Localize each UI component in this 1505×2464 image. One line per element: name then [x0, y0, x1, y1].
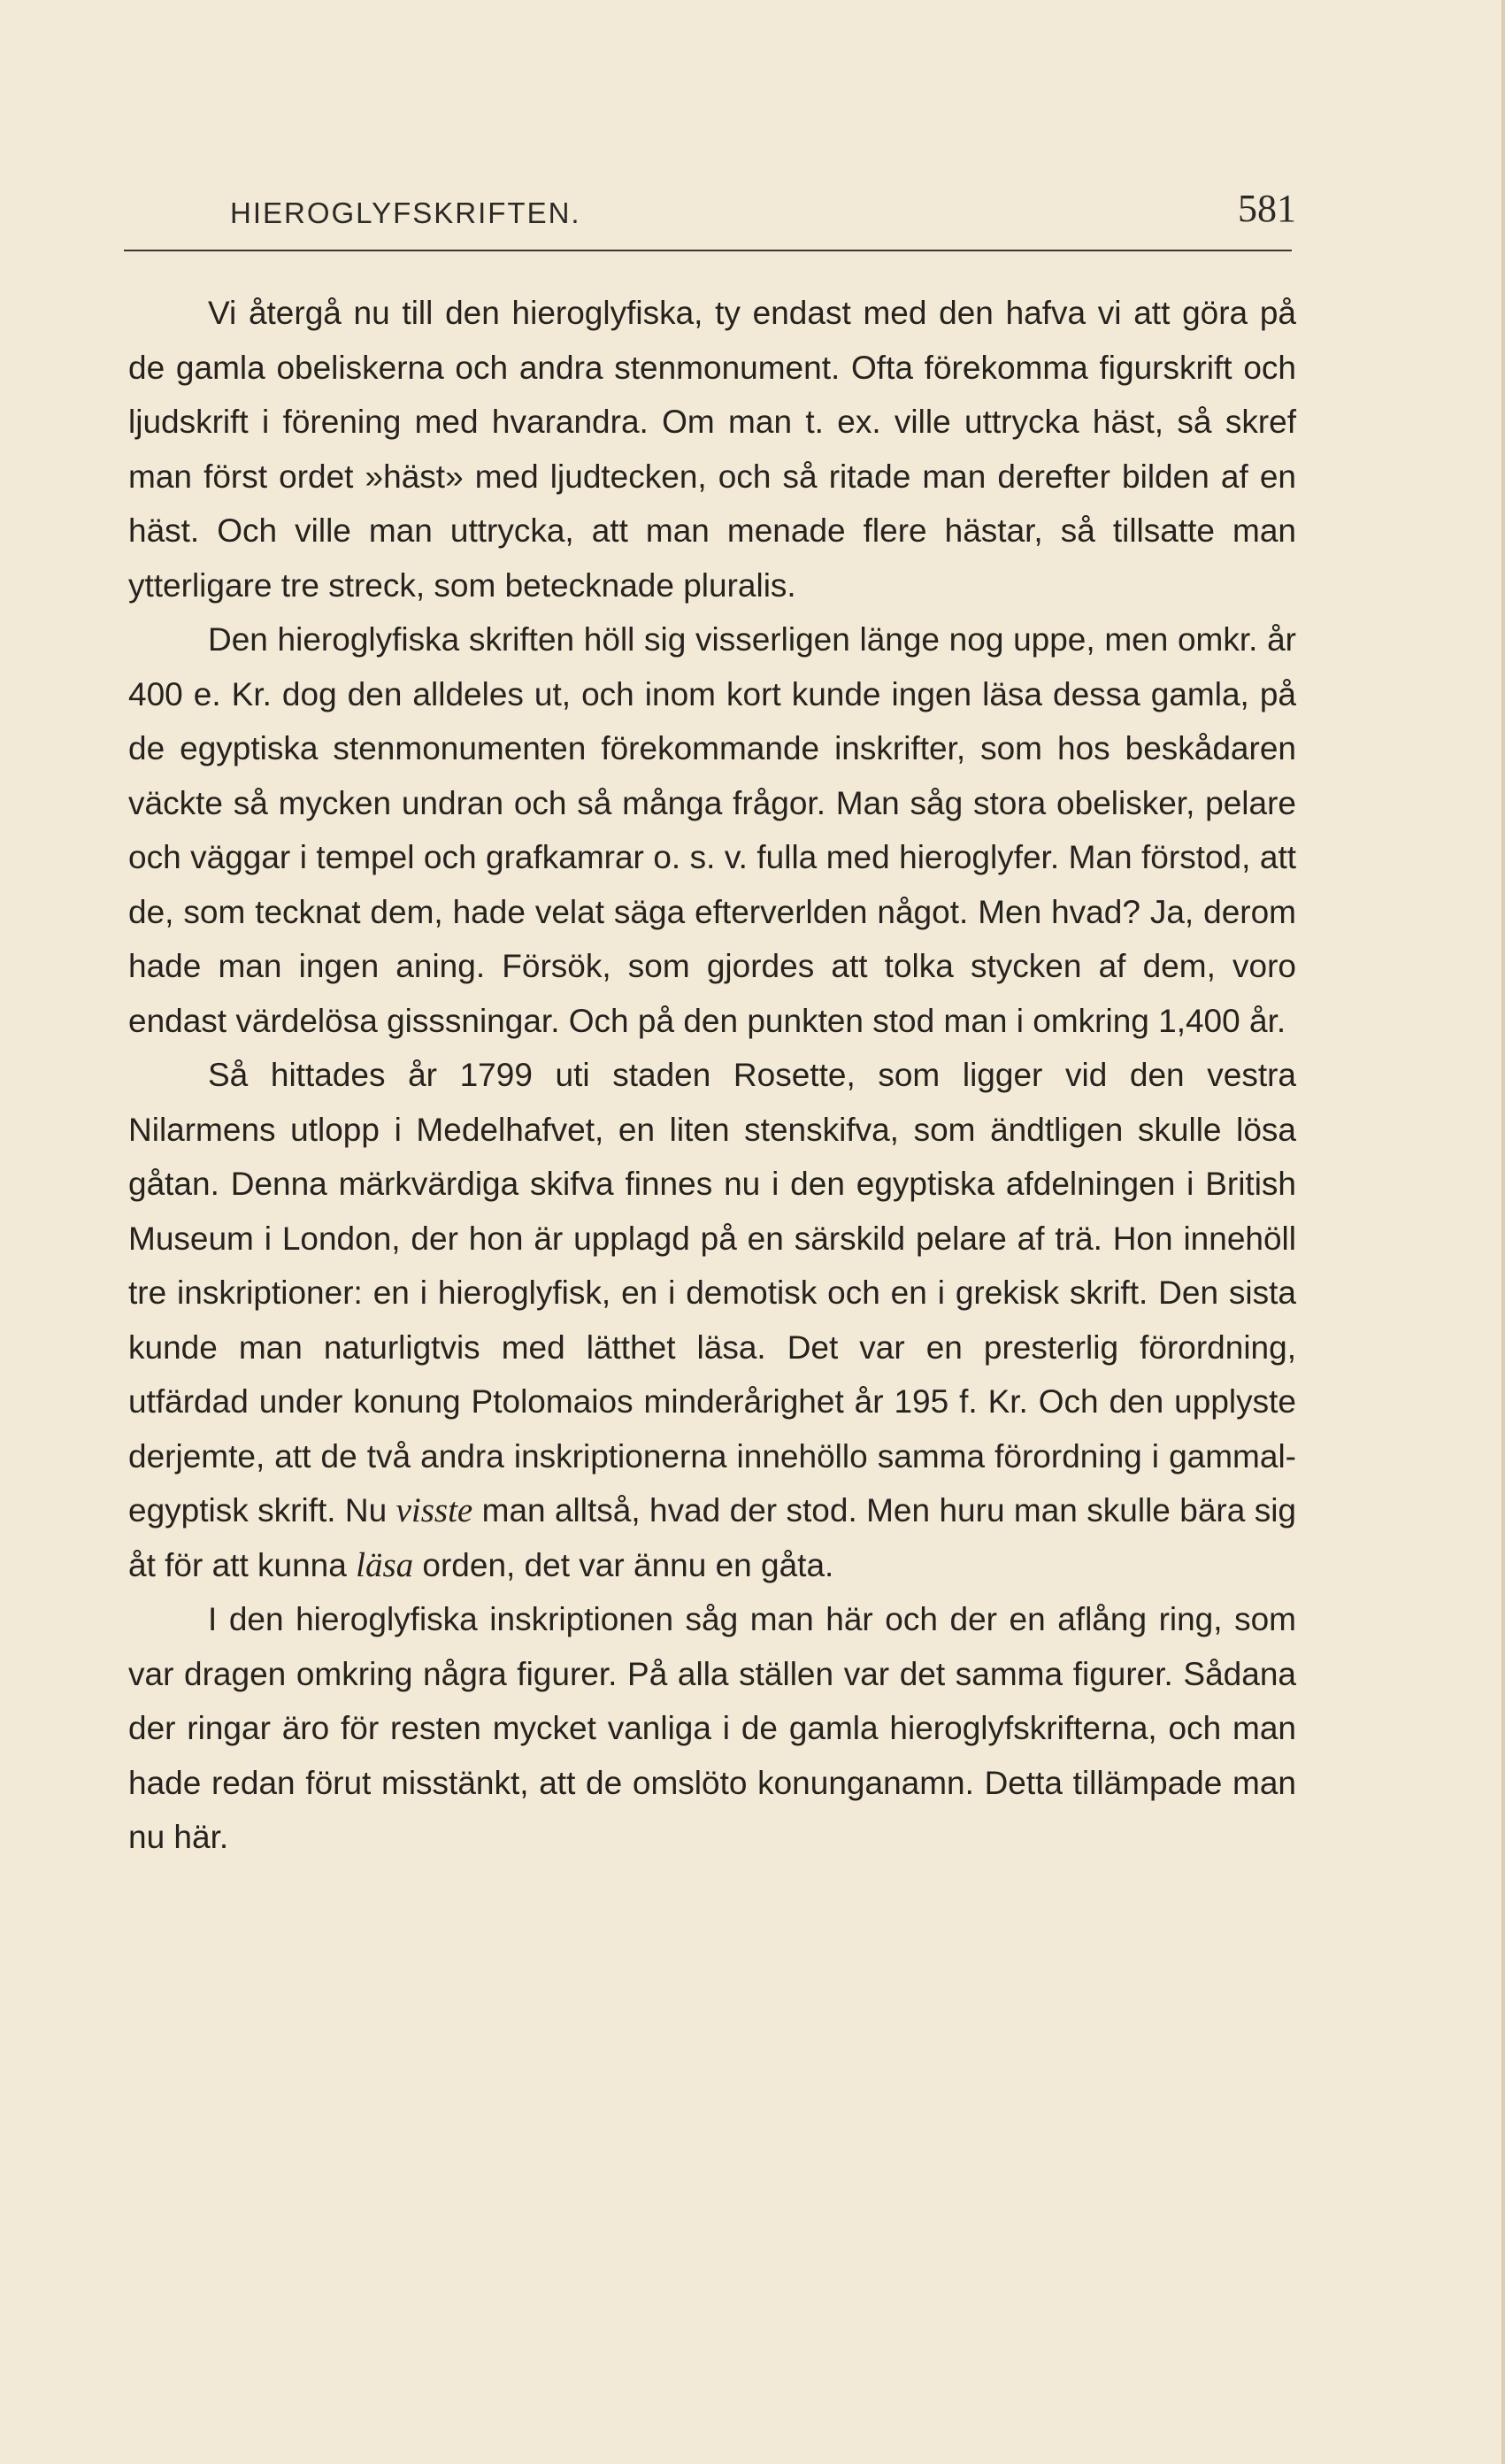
body-text — [128, 286, 1296, 1865]
header-rule — [124, 250, 1292, 251]
page-number: 581 — [1238, 187, 1296, 230]
paragraph-3-text-after: orden, det var ännu en gåta. — [413, 1546, 834, 1583]
paragraph-4: I den hieroglyfiska inskriptionen såg man här och der en aflång ring, som var dragen omkring några figurer. På alla ställen var det samma figurer. Sådana der ringar äro för resten mycket vanliga i de gamla hieroglyfskrifterna, och man hade redan förut misstänkt, att de omslöto konunganamn. Detta tillämpade man nu här. — [128, 1601, 1296, 1855]
paragraph-3-text-before: Så hittades år 1799 uti staden Rosette, som ligger vid den vestra Nilarmens utlopp i Medelhafvet, en liten stenskifva, som ändtligen skulle lösa gåtan. Denna märkvärdiga skifva finnes nu i den egyptiska afdelningen i British Museum i London, der hon är upplagd på en särskild pelare af trä. Hon innehöll tre inskriptioner: en i hieroglyfisk, en i demotisk och en i grekisk skrift. Den sista kunde man naturligtvis med lätthet läsa. Det var en presterlig förordning, utfärdad under konung Ptolomaios minderårighet år 195 f. Kr. Och den upplyste derjemte, att de två andra inskriptionerna innehöllo samma förordning i gammal-egyptisk skrift. Nu — [128, 1057, 1296, 1528]
page-edge — [1501, 0, 1505, 2464]
paragraph-3-text-middle: man alltså, hvad der stod. Men huru man skulle bära sig åt för att kunna — [128, 1492, 1296, 1583]
running-head: HIEROGLYFSKRIFTEN. — [230, 196, 581, 229]
emphasis-lasa: läsa — [356, 1545, 414, 1584]
paragraph-3 — [128, 1048, 1296, 1592]
page-header — [128, 186, 1296, 239]
paragraph-1: Vi återgå nu till den hieroglyfiska, ty endast med den hafva vi att göra på de gamla obeliskerna och andra stenmonument. Ofta förekomma figurskrift och ljudskrift i förening med hvarandra. Om man t. ex. ville uttrycka häst, så skref man först ordet »häst» med ljudtecken, och så ritade man derefter bilden af en häst. Och ville man uttrycka, att man menade flere hästar, så tillsatte man ytterligare tre streck, som betecknade pluralis. — [128, 295, 1296, 604]
paragraph-2: Den hieroglyfiska skriften höll sig visserligen länge nog uppe, men omkr. år 400 e. Kr. dog den alldeles ut, och inom kort kunde ingen läsa dessa gamla, på de egyptiska stenmonumenten förekommande inskrifter, som hos beskådaren väckte så mycken undran och så många frågor. Man såg stora obelisker, pelare och väggar i tempel och grafkamrar o. s. v. fulla med hieroglyfer. Man förstod, att de, som tecknat dem, hade velat säga efterverlden något. Men hvad? Ja, derom hade man ingen aning. Försök, som gjordes att tolka stycken af dem, voro endast värdelösa gisssningar. Och på den punkten stod man i omkring 1,400 år. — [128, 621, 1296, 1039]
emphasis-visste: visste — [395, 1491, 473, 1529]
